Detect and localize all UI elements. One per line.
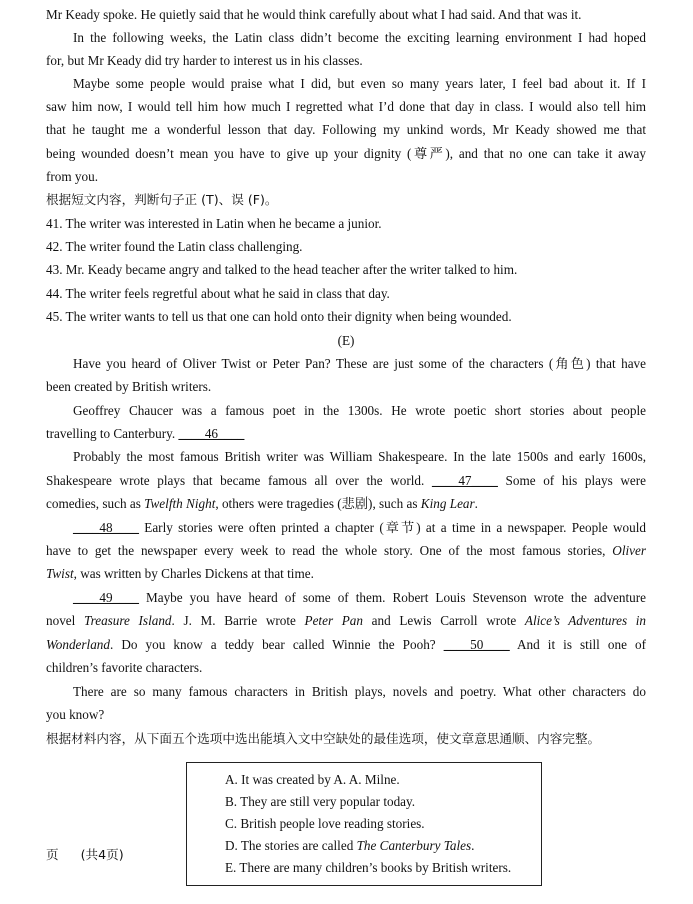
text-run: travelling to Canterbury. (46, 426, 179, 441)
passage-e-line (46, 494, 646, 514)
passage-e-heading: (E) (337, 333, 355, 348)
passage-e-line: children’s favorite characters. (46, 660, 203, 675)
text-run: And it is still one of (509, 637, 646, 652)
passage-e-line: you know? (46, 707, 105, 722)
option-e: E. There are many children’s books by British writers. (225, 860, 512, 875)
options-box (186, 762, 542, 886)
blank-47: ____47____ (431, 473, 498, 488)
tf-question: 44. The writer feels regretful about what he said in class that day. (46, 286, 390, 301)
passage-e-line (46, 611, 646, 631)
page-footer (46, 844, 124, 863)
blank-50: ____50____ (443, 637, 510, 652)
book-title: Alice’s Adventures in (524, 613, 646, 628)
passage-e-line (46, 564, 646, 584)
text-run: , others were tragedies (悲剧), such as (215, 496, 421, 511)
tf-question: 45. The writer wants to tell us that one can hold onto their dignity when being wounded. (46, 309, 512, 324)
tf-question: 43. Mr. Keady became angry and talked to the head teacher after the writer talked to him. (46, 262, 518, 277)
book-title: Wonderland (46, 637, 110, 652)
passage-d-line: Maybe some people would praise what I did, but even so many years later, I feel bad about it. If I (73, 76, 646, 91)
text-run: Early stories were often printed a chapter (章节) at a time in a newspaper. People would (138, 520, 646, 535)
text-run: and Lewis Carroll wrote (362, 613, 525, 628)
text-run: . Do you know a teddy bear called Winnie the Pooh? (110, 637, 444, 652)
blank-48: ____48____ (73, 520, 139, 535)
passage-e-line (73, 518, 646, 538)
passage-d-line: Mr Keady spoke. He quietly said that he would think carefully about what I had said. And that was it. (46, 7, 582, 22)
passage-d-line: for, but Mr Keady did try harder to interest us in his classes. (46, 53, 363, 68)
tf-question: 42. The writer found the Latin class challenging. (46, 239, 303, 254)
book-title: Treasure Island (83, 613, 172, 628)
options-instruction: 根据材料内容，从下面五个选项中选出能填入文中空缺处的最佳选项，使文章意思通顺、内容完整。 (46, 731, 601, 746)
passage-e-line (46, 635, 646, 655)
text-run: . J. M. Barrie wrote (171, 613, 305, 628)
passage-d-line: being wounded doesn’t mean you have to give up your dignity (尊严), and that no one can take it away (46, 146, 646, 161)
passage-e-line: Geoffrey Chaucer was a famous poet in the 1300s. He wrote poetic short stories about people (73, 403, 646, 418)
passage-d-line: that he taught me a wonderful lesson that day. Following my unkind words, Mr Keady showed me that (46, 122, 646, 137)
text-run: , was written by Charles Dickens at that time. (73, 566, 314, 581)
page-total: (共4页) (80, 847, 124, 862)
passage-e-line (73, 588, 646, 608)
text-run: . (471, 838, 475, 853)
tf-question: 41. The writer was interested in Latin when he became a junior. (46, 216, 382, 231)
passage-d-line: saw him now, I would tell him how much I regretted what I’d done that day in class. I would also tell him (46, 99, 646, 114)
text-run: Maybe you have heard of some of them. Robert Louis Stevenson wrote the adventure (138, 590, 646, 605)
play-title: Twelfth Night (144, 496, 216, 511)
text-run: Some of his plays were (497, 473, 647, 488)
text-run: . (474, 496, 478, 511)
play-title: King Lear (420, 496, 475, 511)
text-run: comedies, such as (46, 496, 145, 511)
tf-instruction: 根据短文内容，判断句子正 (T)、误 (F)。 (46, 192, 278, 207)
book-title: Oliver (612, 543, 646, 558)
option-a: A. It was created by A. A. Milne. (225, 772, 400, 787)
passage-e-line (46, 424, 646, 444)
option-c: C. British people love reading stories. (225, 816, 425, 831)
book-title: Twist (46, 566, 74, 581)
passage-e-line: been created by British writers. (46, 379, 212, 394)
passage-d-line: from you. (46, 169, 99, 184)
passage-d-line: In the following weeks, the Latin class didn’t become the exciting learning environment I had hoped (73, 30, 646, 45)
page-label: 页 (46, 847, 59, 862)
book-title: Peter Pan (304, 613, 363, 628)
passage-e-line: Probably the most famous British writer was William Shakespeare. In the late 1500s and early 1600s, (73, 449, 646, 464)
option-b: B. They are still very popular today. (225, 794, 416, 809)
text-run: novel (46, 613, 84, 628)
text-run: have to get the newspaper every week to read the whole story. One of the most famous stories, (46, 543, 613, 558)
blank-46: ____46____ (178, 426, 245, 441)
book-title: The Canterbury Tales (356, 838, 472, 853)
passage-e-line (46, 541, 646, 561)
option-d (225, 836, 474, 856)
passage-e-line: Have you heard of Oliver Twist or Peter Pan? These are just some of the characters (角色) that have (73, 356, 646, 371)
passage-e-line: There are so many famous characters in British plays, novels and poetry. What other characters do (73, 684, 646, 699)
text-run: Shakespeare wrote plays that became famous all over the world. (46, 473, 432, 488)
text-run: D. The stories are called (225, 838, 357, 853)
blank-49: ____49____ (73, 590, 139, 605)
passage-e-line (46, 471, 646, 491)
